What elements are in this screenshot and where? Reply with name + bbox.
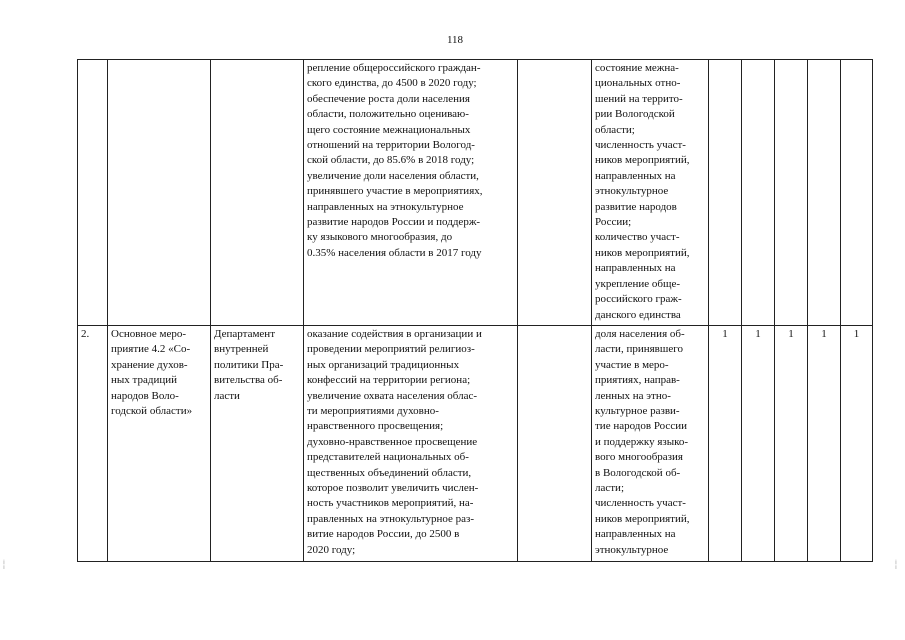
page-number: 118	[446, 34, 464, 46]
executor-cell	[211, 60, 304, 326]
event-name-cell	[108, 326, 211, 562]
text-line: ников мероприятий,	[595, 154, 690, 167]
value-cell: 1	[808, 326, 841, 562]
text-line: этнокультурное	[595, 185, 669, 198]
text-line: витие народов России, до 2500 в	[307, 528, 460, 541]
scan-margin-mark: ⁞ ⁞	[895, 559, 897, 571]
text-line: отношений на территории Вологод-	[307, 139, 475, 152]
value-cell	[709, 60, 742, 326]
text-line: развитие народов	[595, 200, 677, 213]
text-line: духовно-нравственное просвещение	[307, 435, 478, 448]
text-line: внутренней	[214, 343, 269, 356]
value-cell: 1	[709, 326, 742, 562]
program-table	[77, 59, 873, 562]
text-line: культурное разви-	[595, 405, 680, 418]
text-line: циональных отно-	[595, 77, 681, 90]
text-line: численность участ-	[595, 497, 686, 510]
text-line: политики Пра-	[214, 358, 284, 371]
text-line: численность участ-	[595, 139, 686, 152]
text-line: народов Воло-	[111, 389, 179, 402]
text-line: российского граж-	[595, 293, 682, 306]
text-line: 0.35% населения области в 2017 году	[307, 246, 482, 259]
text-line: ников мероприятий,	[595, 246, 690, 259]
text-line: в Вологодской об-	[595, 466, 681, 479]
text-line: правленных на этнокультурное раз-	[307, 512, 475, 525]
text-line: представителей национальных об-	[307, 451, 469, 464]
text-line: Основное меро-	[111, 328, 187, 340]
table-row	[78, 326, 873, 562]
text-line: развитие народов России и поддерж-	[307, 216, 481, 229]
text-line: ти мероприятиями духовно-	[307, 405, 439, 418]
text-line: этнокультурное	[595, 543, 669, 556]
text-line: тие народов России	[595, 420, 687, 433]
expected-result-text	[307, 327, 514, 558]
event-name-text	[111, 327, 207, 419]
text-line: оказание содействия в организации и	[307, 328, 482, 340]
text-line: ных традиций	[111, 374, 177, 387]
indicator-cell	[592, 326, 709, 562]
value-cell: 1	[742, 326, 775, 562]
text-line: ласти	[214, 389, 240, 402]
text-line: области, положительно оцениваю-	[307, 108, 469, 121]
text-line: количество участ-	[595, 231, 680, 244]
value-cell	[775, 60, 808, 326]
text-line: 2020 году;	[307, 543, 356, 556]
text-line: участие в меро-	[595, 358, 669, 371]
text-line: хранение духов-	[111, 358, 188, 371]
text-line: ленных на этно-	[595, 389, 671, 402]
text-line: рии Вологодской	[595, 108, 675, 121]
text-line: шений на террито-	[595, 92, 683, 105]
text-line: проведении мероприятий религиоз-	[307, 343, 475, 356]
text-line: состояние межна-	[595, 62, 679, 74]
text-line: данского единства	[595, 308, 681, 321]
indicator-text	[595, 327, 705, 558]
scan-margin-mark: ⁞ ⁞	[3, 559, 5, 571]
text-line: области;	[595, 123, 635, 136]
event-name-cell	[108, 60, 211, 326]
row-number-cell: 2.	[78, 326, 108, 562]
text-line: направленных на этнокультурное	[307, 200, 464, 213]
text-line: ской области, до 85.6% в 2018 году;	[307, 154, 475, 167]
text-line: укрепление обще-	[595, 277, 681, 290]
text-line: увеличение охвата населения облас-	[307, 389, 478, 402]
value-cell: 1	[841, 326, 873, 562]
executor-text	[214, 327, 300, 404]
table-row	[78, 60, 873, 326]
value-cell: 1	[775, 326, 808, 562]
text-line: щественных объединений области,	[307, 466, 472, 479]
empty-cell	[518, 60, 592, 326]
text-line: ных организаций традиционных	[307, 358, 460, 371]
text-line: ников мероприятий,	[595, 512, 690, 525]
text-line: и поддержку языко-	[595, 435, 689, 448]
expected-result-cell	[304, 326, 518, 562]
row-number-cell	[78, 60, 108, 326]
expected-result-cell	[304, 60, 518, 326]
text-line: приятие 4.2 «Со-	[111, 343, 191, 356]
text-line: России;	[595, 216, 632, 229]
value-cell	[808, 60, 841, 326]
text-line: приятиях, направ-	[595, 374, 680, 387]
text-line: вительства об-	[214, 374, 283, 387]
value-cell	[841, 60, 873, 326]
text-line: ласти, принявшего	[595, 343, 683, 356]
empty-cell	[518, 326, 592, 562]
text-line: вого многообразия	[595, 451, 683, 464]
text-line: обеспечение роста доли населения	[307, 92, 470, 105]
text-line: направленных на	[595, 528, 676, 541]
text-line: конфессий на территории региона;	[307, 374, 471, 387]
text-line: годской области»	[111, 405, 193, 418]
text-line: направленных на	[595, 262, 676, 275]
text-line: ку языкового многообразия, до	[307, 231, 453, 244]
text-line: доля населения об-	[595, 328, 685, 340]
text-line: увеличение доли населения области,	[307, 169, 479, 182]
expected-result-text	[307, 61, 514, 261]
text-line: ского единства, до 4500 в 2020 году;	[307, 77, 477, 90]
indicator-cell	[592, 60, 709, 326]
text-line: ласти;	[595, 482, 625, 495]
text-line: принявшего участие в мероприятиях,	[307, 185, 483, 198]
indicator-text	[595, 61, 705, 323]
text-line: репление общероссийского граждан-	[307, 62, 481, 74]
text-line: направленных на	[595, 169, 676, 182]
text-line: которое позволит увеличить числен-	[307, 482, 479, 495]
executor-cell	[211, 326, 304, 562]
text-line: нравственного просвещения;	[307, 420, 444, 433]
text-line: ность участников мероприятий, на-	[307, 497, 474, 510]
text-line: Департамент	[214, 328, 276, 340]
text-line: щего состояние межнациональных	[307, 123, 471, 136]
value-cell	[742, 60, 775, 326]
